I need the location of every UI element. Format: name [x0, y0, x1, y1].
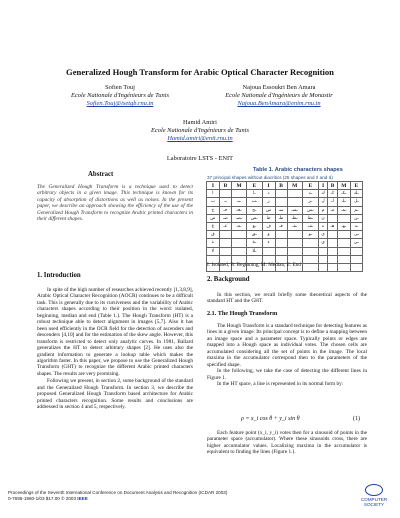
logo-line: COMPUTER — [360, 497, 388, 502]
table-row — [207, 198, 363, 206]
table-cell: د — [262, 190, 275, 198]
paragraph: In this section, we recall briefly some theoretical aspects of the standard HT and the GHT. — [207, 292, 367, 305]
table-cell: ع — [207, 222, 220, 230]
author-block — [130, 119, 270, 144]
table-cell: مـ — [328, 206, 338, 214]
table-row — [207, 190, 363, 198]
table-cell — [287, 239, 302, 247]
table-cell: فـ — [275, 222, 287, 230]
logo-ring-icon — [365, 484, 383, 496]
ieee-logo-text: IEEE — [77, 496, 88, 501]
hough-body — [207, 323, 367, 388]
table-cell: ـو — [302, 231, 318, 239]
table-cell — [328, 214, 338, 222]
footer — [8, 490, 227, 502]
computer-society-logo — [356, 484, 392, 507]
table-cell: م — [318, 206, 327, 214]
table-cell: ـل — [350, 198, 362, 206]
logo-line: SOCIETY — [363, 502, 385, 508]
author-name: Najoua Essoukri Ben Amara — [242, 84, 316, 91]
table-cell — [275, 231, 287, 239]
table-cell: ة — [207, 239, 220, 247]
table-cell: لـ — [328, 198, 338, 206]
table-cell — [219, 190, 231, 198]
table-header-row — [207, 182, 363, 190]
author-name: Sofien Touj — [105, 84, 135, 91]
table-cell: و — [262, 231, 275, 239]
table-header-cell: E — [247, 182, 263, 190]
table-legend: I: Isolated, B: Beginning, M: Median, E: End — [207, 262, 301, 268]
intro-body — [37, 287, 193, 411]
table-cell — [275, 239, 287, 247]
footer-proceedings: Proceedings of the Seventh International Conference on Document Analysis and Recognition (ICDAR 2003) — [8, 490, 228, 495]
table-cell: ـة — [247, 239, 263, 247]
table-cell: ـي — [350, 239, 362, 247]
table-cell: ل — [318, 198, 327, 206]
table-cell — [219, 231, 231, 239]
table-cell: لا — [207, 247, 220, 255]
table-row — [207, 247, 363, 255]
table-cell — [318, 247, 327, 255]
table-cell: كـ — [328, 190, 338, 198]
author-block — [214, 84, 344, 109]
table-cell — [219, 247, 231, 255]
table-cell: ـح — [247, 206, 263, 214]
table-cell: ـر — [302, 198, 318, 206]
table-cell: ـد — [302, 190, 318, 198]
table-cell — [232, 231, 247, 239]
table-cell: ـطـ — [287, 214, 302, 222]
table-row — [207, 222, 363, 230]
table-cell — [287, 247, 302, 255]
table-cell: ـا — [247, 190, 263, 198]
table-header-cell: E — [350, 182, 362, 190]
table-cell: ن — [318, 214, 327, 222]
table-header-cell: M — [337, 182, 350, 190]
table-header-cell: B — [328, 182, 338, 190]
table-cell: ط — [262, 214, 275, 222]
table-cell: ك — [318, 190, 327, 198]
table-cell: صـ — [219, 214, 231, 222]
table-cell — [328, 239, 338, 247]
table-cell — [350, 247, 362, 255]
lab-name: Laboratoire LSTS - ENIT — [166, 155, 234, 162]
table-header-cell: M — [287, 182, 302, 190]
table-cell — [350, 263, 362, 271]
table-cell: ـلـ — [337, 198, 350, 206]
author-affiliation: Ecole Nationale d'Ingénieurs de Monastir — [225, 92, 333, 100]
table-header-cell: B — [275, 182, 287, 190]
table-caption: Table 1. Arabic characters shapes — [253, 167, 343, 173]
table-cell: س — [262, 206, 275, 214]
table-cell: ـبـ — [232, 198, 247, 206]
table-cell: طـ — [275, 214, 287, 222]
table-cell — [232, 239, 247, 247]
table-cell — [337, 263, 350, 271]
author-affiliation: Ecole Nationale d'Ingénieurs de Tunis — [151, 127, 249, 135]
table-cell — [302, 239, 318, 247]
table-cell: ـه — [350, 222, 362, 230]
paper-title: Generalized Hough Transform for Arabic Optical Character Recognition — [66, 67, 334, 77]
table-header-cell: M — [232, 182, 247, 190]
table-cell: ـس — [302, 206, 318, 214]
table-cell: ا — [207, 190, 220, 198]
table-cell — [337, 255, 350, 263]
table-cell: ف — [262, 222, 275, 230]
author-block — [60, 84, 180, 109]
table-cell — [219, 239, 231, 247]
table-cell — [337, 214, 350, 222]
section-heading: 1. Introduction — [37, 272, 81, 279]
table-cell: ـص — [247, 214, 263, 222]
footer-isbn-line — [8, 496, 227, 502]
equation-formula: ρ = x_i cos θ + y_i sin θ — [241, 416, 300, 422]
table-cell: ب — [207, 198, 220, 206]
table-cell — [337, 231, 350, 239]
equation-number: (1) — [353, 416, 360, 422]
table-cell: ق — [207, 231, 220, 239]
table-cell — [302, 255, 318, 263]
table-header-cell: I — [318, 182, 327, 190]
section-heading: 2. Background — [207, 276, 250, 283]
table-cell: بـ — [219, 198, 231, 206]
table-cell: ـصـ — [232, 214, 247, 222]
table-cell — [337, 239, 350, 247]
table-cell: ـع — [247, 222, 263, 230]
author-email-link[interactable]: Hamid.amiri@enit.rnu.tn — [167, 135, 233, 143]
table-cell: ـن — [350, 214, 362, 222]
author-email-link[interactable]: Najoua.BenAmara@enim.rnu.tn — [237, 100, 321, 108]
table-cell: ـفـ — [287, 222, 302, 230]
table-cell: سـ — [275, 206, 287, 214]
paragraph: Following we present, in section 2, some background of the standard and the Generalized Hough Transform. In section 3, we describe the proposed Generalized Hough Transform based architecture for Arabic printed characters recognition. Some results and conclusions are addressed in section 4 and 5, respectively. — [37, 378, 193, 411]
table-cell: ء — [262, 239, 275, 247]
table-cell: ـكـ — [337, 190, 350, 198]
table-cell: ص — [207, 214, 220, 222]
table-cell — [287, 190, 302, 198]
table-cell — [318, 263, 327, 271]
table-cell: هـ — [328, 222, 338, 230]
table-cell: ى — [318, 231, 327, 239]
table-cell: ـهـ — [337, 222, 350, 230]
subsection-heading: 2.1. The Hough Transform — [207, 310, 278, 317]
table-cell: حـ — [219, 206, 231, 214]
table-subcaption: 37 principal shapes without diacritics (25 shapes and ﻻ and ﻼ) — [207, 175, 333, 180]
table-cell — [302, 247, 318, 255]
background-body — [207, 292, 367, 305]
paragraph: The Hough Transform is a standard technique for detecting features as lines in a given image. Its principal concept is to define a mapping between an image space and a parameter space. Typically points or edges are mapped into a Hough space as individual votes. The chosen cells are accumulated considering all the set of points in the image. The local maxima in the accumulator correspond then to the parameters of the specified shape. — [207, 323, 367, 368]
table-cell: ـك — [350, 190, 362, 198]
table-cell: ـب — [247, 198, 263, 206]
table-cell — [287, 198, 302, 206]
table-cell — [232, 247, 247, 255]
table-cell — [302, 263, 318, 271]
table-cell: ي — [318, 239, 327, 247]
table-body — [207, 190, 363, 272]
paragraph: In the HT space, a line is represented in its normal form by: — [217, 381, 344, 388]
table-cell: ـم — [350, 206, 362, 214]
table-cell — [328, 247, 338, 255]
table-cell — [275, 198, 287, 206]
table-cell — [262, 247, 275, 255]
table-header-cell: B — [219, 182, 231, 190]
table-cell: عـ — [219, 222, 231, 230]
table-header-cell: E — [302, 182, 318, 190]
table-cell — [328, 255, 338, 263]
table-cell — [287, 231, 302, 239]
arabic-shapes-table — [206, 181, 363, 272]
table-cell: ـلا — [247, 247, 263, 255]
table-row — [207, 239, 363, 247]
table-cell: ـف — [302, 222, 318, 230]
table-cell — [328, 231, 338, 239]
table-cell: ـسـ — [287, 206, 302, 214]
table-cell: ـط — [302, 214, 318, 222]
table-header-cell: I — [207, 182, 220, 190]
table-cell — [350, 255, 362, 263]
table-header-cell: I — [262, 182, 275, 190]
table-cell — [328, 263, 338, 271]
table-row — [207, 214, 363, 222]
abstract-heading: Abstract — [88, 171, 114, 178]
footer-isbn: 0-7695-1960-1/03 $17.00 © 2003 — [8, 496, 77, 501]
table-cell — [275, 190, 287, 198]
author-email-link[interactable]: Sofien.Touj@isetgb.rnu.tn — [86, 100, 154, 108]
table-cell: ـى — [350, 231, 362, 239]
author-name: Hamid Amiri — [183, 119, 217, 126]
table-cell: ر — [262, 198, 275, 206]
table-cell — [275, 247, 287, 255]
table-row — [207, 231, 363, 239]
table-cell: ـعـ — [232, 222, 247, 230]
paragraph: In spite of the high number of researches achieved recently [1,3,8,9], Arabic Optical Character Recognition (AOCR) continues to be a difficult task. This is generally due to its cursiveness and the variability of Arabic characters shapes according to their position in the word: isolated, beginning, median and end (Table 1.). The Hough Transform (HT) is a robust technique able to detect alignment in images [5,7]. Also it has been used efficiently in the OCR field for the detection of ascenders and descenders [4,10] and for the estimation of the skew angle. However, this transform is restricted to detect only analytic curves. In 1981, Ballard generalizes the HT to detect arbitrary shapes [2]. He uses also the gradient information to generate a lookup table which makes the algorithm faster. In this paper, we propose to use the Generalized Hough Transform (GHT) to recognize the different Arabic printed characters shapes. The results are very promising. — [37, 287, 193, 377]
paragraph: Each feature point (x_i, y_i) votes then for a sinusoid of points in the parameter space (accumulator). Where these sinusoids cross, there are higher accumulator values. Localizing maxima in the accumulator is equivalent to finding the lines (Figure 1.). — [207, 430, 367, 456]
table-cell — [232, 190, 247, 198]
table-row — [207, 206, 363, 214]
paragraph: In the following, we take the case of detecting the different lines in Figure 1. — [207, 368, 367, 381]
abstract-text: The Generalized Hough Transform is a technique used to detect arbitrary objects in a given image. This technique is known for its capacity of absorption of distortions as well as noises. In the present paper, we describe an approach showing the efficiency of the use of the Generalized Hough Transform to recognize Arabic printed characters in their different shapes. — [37, 184, 193, 223]
table-cell — [337, 247, 350, 255]
table-cell: ـحـ — [232, 206, 247, 214]
hough-body-cont — [207, 430, 367, 456]
table-cell: ه — [318, 222, 327, 230]
table-cell: ـمـ — [337, 206, 350, 214]
author-affiliation: Ecole Nationale d'Ingénieurs de Tunis — [71, 92, 169, 100]
table-cell: ح — [207, 206, 220, 214]
table-cell: ـق — [247, 231, 263, 239]
table-cell — [318, 255, 327, 263]
